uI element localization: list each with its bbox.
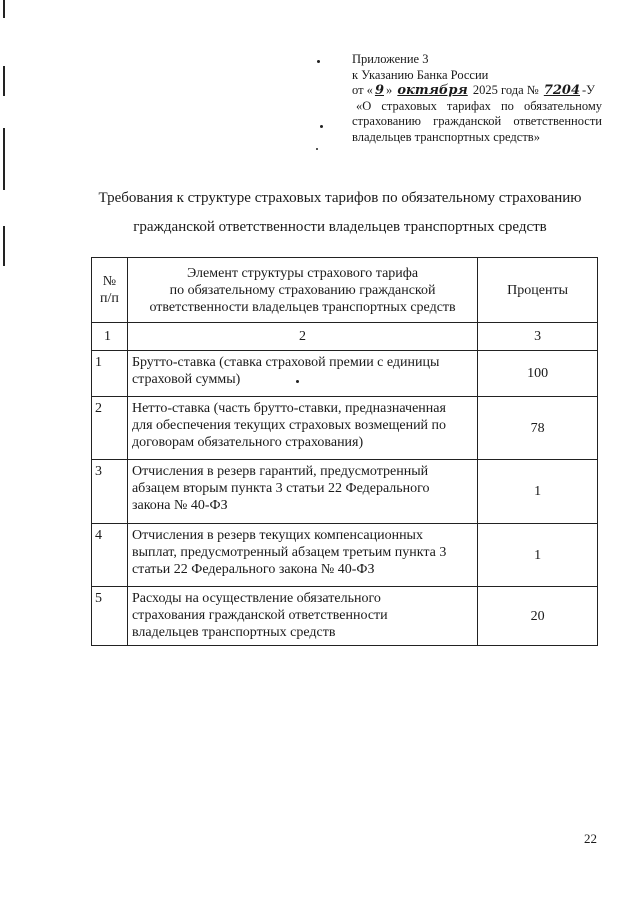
row-element	[127, 397, 477, 460]
appendix-act-title-line2: страхованию гражданской ответственности	[352, 114, 602, 128]
row-percent: 100	[478, 351, 598, 397]
handwritten-day: 9	[374, 83, 384, 98]
scan-speck	[320, 125, 323, 128]
table-row	[92, 460, 598, 524]
row-element-line: владельцев транспортных средств	[131, 625, 336, 640]
row-element-line: Отчисления в резерв текущих компенсационных	[131, 528, 423, 543]
row-number: 3	[92, 460, 128, 524]
document-title-line1: Требования к структуре страховых тарифов по обязательному страхованию	[98, 190, 582, 206]
row-element-line: статьи 22 Федерального закона № 40-ФЗ	[131, 562, 375, 577]
header-number	[92, 258, 128, 323]
year-suffix: года №	[501, 83, 539, 97]
row-element-line: выплат, предусмотренный абзацем третьим пункта 3	[131, 545, 447, 560]
index-cell: 3	[478, 323, 598, 351]
table-index-row	[92, 323, 598, 351]
header-number-label: п/п	[100, 291, 119, 306]
table-row	[92, 351, 598, 397]
scan-speck	[317, 60, 320, 63]
table-row	[92, 587, 598, 646]
row-percent: 1	[478, 460, 598, 524]
row-element	[127, 460, 477, 524]
appendix-block	[352, 52, 602, 145]
tariff-structure-table	[91, 257, 598, 646]
handwritten-month: октября	[397, 83, 468, 98]
table-row	[92, 524, 598, 587]
row-number: 1	[92, 351, 128, 397]
date-mid: »	[385, 83, 393, 97]
row-element-line: закона № 40-ФЗ	[131, 498, 228, 513]
document-title-line2: гражданской ответственности владельцев транспортных средств	[133, 219, 547, 235]
year: 2025	[472, 83, 498, 97]
header-element-line2: по обязательному страхованию гражданской	[169, 282, 436, 298]
row-element-line: Расходы на осуществление обязательного	[131, 591, 381, 606]
margin-scan-mark	[3, 66, 5, 96]
row-element-line: Брутто-ставка (ставка страховой премии с единицы	[131, 355, 440, 370]
date-prefix: от «	[352, 83, 373, 97]
row-number: 2	[92, 397, 128, 460]
header-element-line3: ответственности владельцев транспортных средств	[149, 299, 456, 315]
margin-scan-mark	[3, 226, 5, 266]
row-element	[127, 524, 477, 587]
row-element-line: страховой суммы)	[131, 372, 241, 387]
handwritten-number: 7204	[543, 83, 580, 98]
header-element	[127, 258, 477, 323]
header-percent: Проценты	[478, 258, 598, 323]
row-percent: 1	[478, 524, 598, 587]
margin-scan-mark	[3, 128, 5, 190]
row-percent: 78	[478, 397, 598, 460]
row-element-line: Отчисления в резерв гарантий, предусмотренный	[131, 464, 429, 479]
appendix-act-title-line3: владельцев транспортных средств»	[352, 129, 540, 144]
row-element-line: страхования гражданской ответственности	[131, 608, 388, 623]
row-element-line: абзацем вторым пункта 3 статьи 22 Федерального	[131, 481, 430, 496]
row-number: 5	[92, 587, 128, 646]
row-number: 4	[92, 524, 128, 587]
header-number-sign: №	[102, 274, 117, 289]
header-element-line1: Элемент структуры страхового тарифа	[187, 265, 419, 281]
index-cell: 2	[127, 323, 477, 351]
row-percent: 20	[478, 587, 598, 646]
appendix-date-line	[352, 83, 602, 99]
appendix-act-title-line1: «О страховых тарифах по обязательному	[356, 98, 602, 113]
appendix-reference: к Указанию Банка России	[352, 67, 489, 82]
row-element-line: договорам обязательного страхования)	[131, 435, 364, 450]
margin-scan-mark	[3, 0, 5, 18]
row-element	[127, 351, 477, 397]
table-header-row	[92, 258, 598, 323]
row-element	[127, 587, 477, 646]
number-suffix: -У	[582, 83, 596, 97]
row-element-line: для обеспечения текущих страховых возмещений по	[131, 418, 447, 433]
scan-speck	[316, 148, 318, 150]
page-number: 22	[584, 831, 597, 846]
index-cell: 1	[92, 323, 128, 351]
appendix-title: Приложение 3	[352, 52, 429, 66]
row-element-line: Нетто-ставка (часть брутто-ставки, предназначенная	[131, 401, 446, 416]
table-row	[92, 397, 598, 460]
